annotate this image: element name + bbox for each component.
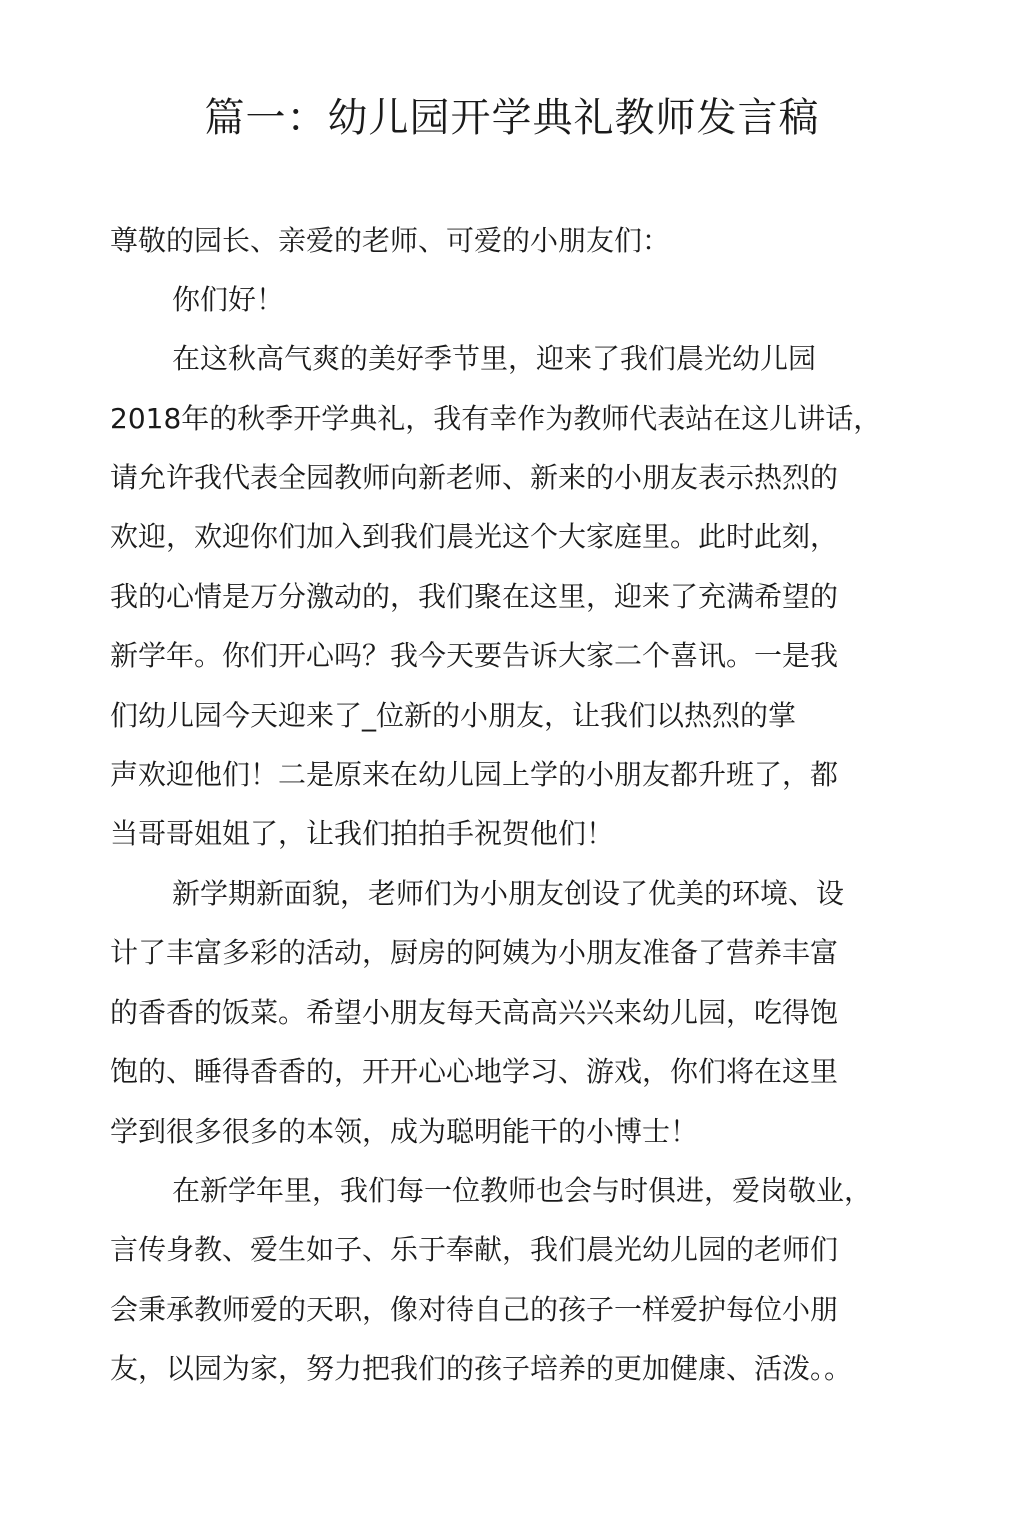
paragraph-line: 2018年的秋季开学典礼，我有幸作为教师代表站在这儿讲话， — [110, 402, 882, 435]
salutation-line: 尊敬的园长、亲爱的老师、可爱的小朋友们： — [110, 224, 671, 257]
paragraph-line: 在新学年里，我们每一位教师也会与时俱进，爱岗敬业， — [172, 1174, 873, 1207]
paragraph-line: 声欢迎他们！二是原来在幼儿园上学的小朋友都升班了，都 — [110, 758, 839, 791]
paragraph-line: 新学年。你们开心吗？我今天要告诉大家二个喜讯。一是我 — [110, 639, 839, 672]
paragraph-line: 言传身教、爱生如子、乐于奉献，我们晨光幼儿园的老师们 — [110, 1233, 839, 1266]
paragraph-line: 友，以园为家，努力把我们的孩子培养的更加健康、活泼。。 — [110, 1352, 853, 1385]
paragraph-line: 欢迎，欢迎你们加入到我们晨光这个大家庭里。此时此刻， — [110, 520, 839, 553]
greeting-line: 你们好！ — [172, 283, 285, 316]
paragraph-line: 会秉承教师爱的天职，像对待自己的孩子一样爱护每位小朋 — [110, 1293, 839, 1326]
paragraph-line: 学到很多很多的本领，成为聪明能干的小博士！ — [110, 1115, 699, 1148]
paragraph-line: 计了丰富多彩的活动，厨房的阿姨为小朋友准备了营养丰富 — [110, 936, 839, 969]
paragraph-line: 请允许我代表全园教师向新老师、新来的小朋友表示热烈的 — [110, 461, 839, 494]
paragraph-line: 饱的、睡得香香的，开开心心地学习、游戏，你们将在这里 — [110, 1055, 839, 1088]
paragraph-line: 在这秋高气爽的美好季节里，迎来了我们晨光幼儿园 — [172, 342, 817, 375]
paragraph-line: 我的心情是万分激动的，我们聚在这里，迎来了充满希望的 — [110, 580, 839, 613]
paragraph-line: 们幼儿园今天迎来了_位新的小朋友，让我们以热烈的掌 — [110, 699, 797, 732]
paragraph-line: 的香香的饭菜。希望小朋友每天高高兴兴来幼儿园，吃得饱 — [110, 996, 839, 1029]
paragraph-line: 新学期新面貌，老师们为小朋友创设了优美的环境、设 — [172, 877, 845, 910]
paragraph-line: 当哥哥姐姐了，让我们拍拍手祝贺他们！ — [110, 817, 615, 850]
document-title: 篇一：幼儿园开学典礼教师发言稿 — [204, 95, 820, 141]
